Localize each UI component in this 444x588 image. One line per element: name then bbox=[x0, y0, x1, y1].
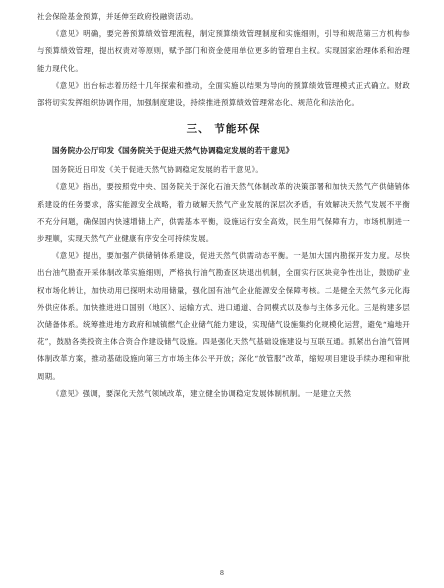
paragraph: 《意见》指出，要按照党中央、国务院关于深化石油天然气体制改革的决策部署和加快天然气产供储销体系建设的任务要求，落实能源安全战略，着力破解天然气产业发展的深层次矛盾，有效解决天然气发展不平衡不充分问题，确保国内快速增储上产，供需基本平衡，设施运行安全高效，民生用气保障有力，市场机制进一步理顺，实现天然气产业健康有序安全可持续发展。 bbox=[37, 182, 410, 244]
paragraph: 《意见》出台标志着历经十几年探索和推动，全面实施以结果为导向的预算绩效管理模式正式确立。财政部将切实发挥组织协调作用，加强制度建设，持续推进预算绩效管理常态化、规范化和法治化。 bbox=[37, 80, 410, 108]
page-number: 8 bbox=[219, 569, 225, 577]
paragraph: 社会保险基金预算，并延伸至政府投融资活动。 bbox=[37, 12, 199, 21]
article-subtitle: 国务院办公厅印发《国务院关于促进天然气协调稳定发展的若干意见》 bbox=[52, 146, 294, 156]
section-title: 三、 节能环保 bbox=[186, 123, 261, 136]
paragraph: 《意见》明确，要完善预算绩效管理流程，制定预算绩效管理制度和实施细则，引导和规范第三方机构参与预算绩效管理，提出权责对等原则，赋予部门和资金使用单位更多的管理自主权。实现国家治理体系和治理能力现代化。 bbox=[37, 29, 410, 73]
paragraph: 国务院近日印发《关于促进天然气协调稳定发展的若干意见》。 bbox=[52, 165, 264, 175]
paragraph: 《意见》强调，要深化天然气领域改革，建立健全协调稳定发展体制机制。一是建立天然 bbox=[52, 388, 352, 398]
paragraph: 《意见》提出，要加强产供储销体系建设，促进天然气供需动态平衡。一是加大国内勘探开发力度。尽快出台油气勘查开采体制改革实施细则，严格执行油气勘查区块退出机制，全面实行区块竞争性出让，鼓励矿业权市场化转让，加快动用已探明未动用储量，强化国有油气企业能源安全保障考核。二是健全天然气多元化海外供应体系。加快推进进口国别（地区）、运输方式、进口通道、合同模式以及参与主体多元化。三是构建多层次储备体系。统筹推进地方政府和城镇燃气企业储气能力建设，实现储气设施集约化规模化运营，避免“遍地开花”，鼓励各类投资主体合资合作建设储气设施。四是强化天然气基础设施建设与互联互通。抓紧出台油气管网体制改革方案，推动基础设施向第三方市场主体公平开放；深化“放管服”改革，缩短项目建设手续办理和审批周期。 bbox=[37, 251, 410, 381]
